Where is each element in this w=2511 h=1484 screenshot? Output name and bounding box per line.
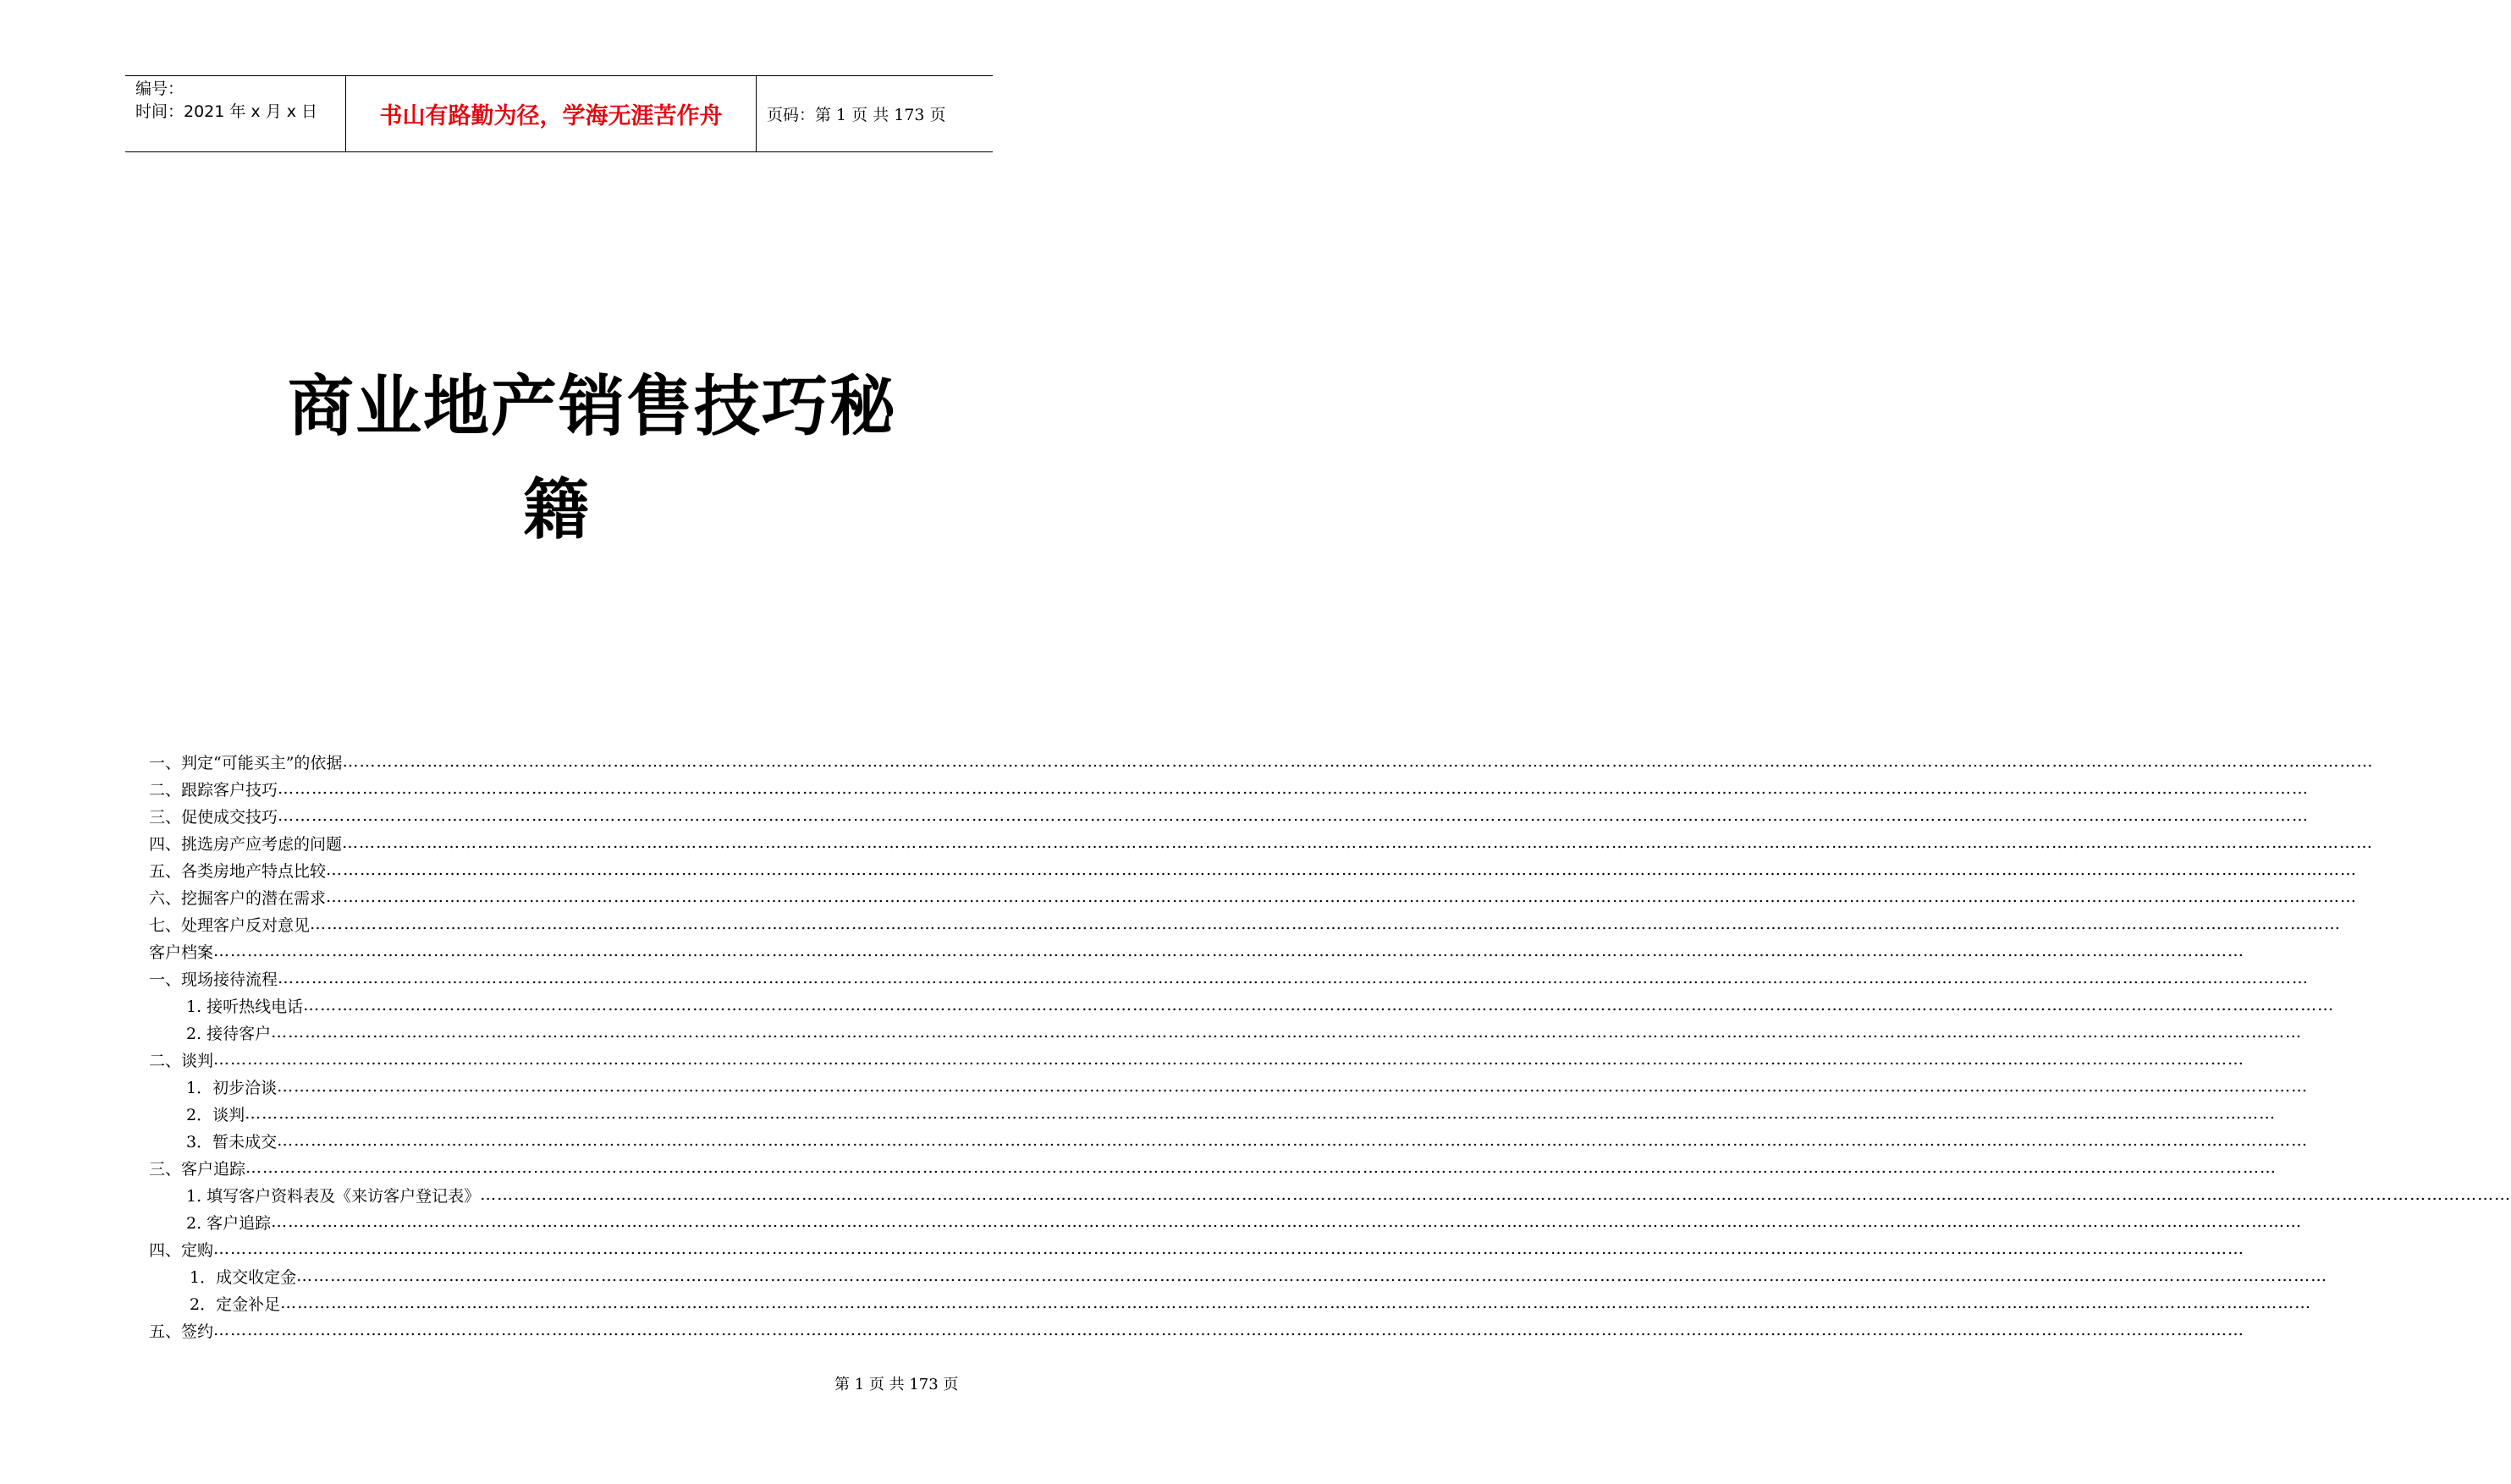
toc-entry-text: 五、签约	[149, 1322, 214, 1341]
toc-leader-dots: ………………………………………………………………………………………………………………………………………………………………………………………………………………………………………………………………………………………………………………………………	[296, 1267, 2328, 1285]
toc-entry[interactable]	[149, 1073, 2309, 1100]
toc-leader-dots: ………………………………………………………………………………………………………………………………………………………………………………………………………………………………………………………………………………………………………………………………	[342, 752, 2374, 771]
toc-leader-dots: ………………………………………………………………………………………………………………………………………………………………………………………………………………………………………………………………………………………………………………………………	[213, 1050, 2245, 1069]
header-page-info: 页码：第 1 页 共 173 页	[767, 106, 946, 124]
toc-entry-text: 1．成交收定金	[190, 1267, 297, 1287]
page-footer: 第 1 页 共 173 页	[834, 1376, 959, 1393]
document-number-label: 编号：	[135, 80, 184, 98]
toc-entry-text: 六、挖掘客户的潜在需求	[149, 888, 327, 908]
toc-entry-text: 2. 接待客户	[186, 1024, 272, 1043]
toc-leader-dots: ………………………………………………………………………………………………………………………………………………………………………………………………………………………………………………………………………………………………………………………………	[480, 1185, 2511, 1204]
toc-leader-dots: ………………………………………………………………………………………………………………………………………………………………………………………………………………………………………………………………………………………………………………………………	[303, 996, 2335, 1014]
toc-entry[interactable]	[149, 992, 2335, 1019]
toc-leader-dots: ………………………………………………………………………………………………………………………………………………………………………………………………………………………………………………………………………………………………………………………………	[326, 888, 2358, 906]
toc-entry-text: 1．初步洽谈	[186, 1078, 278, 1097]
toc-leader-dots: ………………………………………………………………………………………………………………………………………………………………………………………………………………………………………………………………………………………………………………………………	[342, 833, 2374, 852]
toc-leader-dots: ………………………………………………………………………………………………………………………………………………………………………………………………………………………………………………………………………………………………………………………………	[271, 1212, 2303, 1231]
toc-leader-dots: ………………………………………………………………………………………………………………………………………………………………………………………………………………………………………………………………………………………………………………………………	[245, 1104, 2277, 1123]
toc-entry-text: 五、各类房地产特点比较	[149, 861, 327, 881]
toc-leader-dots: ………………………………………………………………………………………………………………………………………………………………………………………………………………………………………………………………………………………………………………………………	[310, 915, 2342, 933]
toc-entry[interactable]	[149, 802, 2310, 829]
document-title	[288, 355, 982, 562]
toc-entry-text: 四、定购	[149, 1240, 214, 1260]
header-meta	[125, 76, 346, 151]
toc-entry-text: 三、客户追踪	[149, 1159, 246, 1179]
toc-entry[interactable]	[149, 829, 2374, 856]
toc-entry-text: 二、跟踪客户技巧	[149, 780, 278, 800]
toc-entry[interactable]	[149, 1289, 2312, 1316]
toc-entry[interactable]	[149, 937, 2245, 965]
toc-leader-dots: ………………………………………………………………………………………………………………………………………………………………………………………………………………………………………………………………………………………………………………………………	[271, 1023, 2303, 1042]
toc-entry[interactable]	[149, 1127, 2309, 1154]
toc-entry[interactable]	[149, 748, 2374, 775]
toc-leader-dots: ………………………………………………………………………………………………………………………………………………………………………………………………………………………………………………………………………………………………………………………………	[245, 1158, 2277, 1177]
toc-entry-text: 1. 接听热线电话	[186, 997, 304, 1016]
toc-entry[interactable]	[149, 1181, 2511, 1208]
toc-entry-text: 二、谈判	[149, 1051, 214, 1070]
document-title-line-1: 商业地产销售技巧秘	[288, 368, 898, 445]
toc-entry-text: 一、现场接待流程	[149, 970, 278, 989]
toc-entry[interactable]	[149, 883, 2358, 910]
toc-entry[interactable]	[149, 1019, 2303, 1046]
toc-entry-text: 2．谈判	[186, 1105, 245, 1124]
toc-entry[interactable]	[149, 910, 2342, 937]
toc-leader-dots: ………………………………………………………………………………………………………………………………………………………………………………………………………………………………………………………………………………………………………………………………	[326, 860, 2358, 879]
toc-entry-text: 2. 客户追踪	[186, 1213, 272, 1233]
toc-entry[interactable]	[149, 1154, 2277, 1181]
toc-entry[interactable]	[149, 856, 2358, 883]
toc-entry-text: 一、判定“可能买主”的依据	[149, 753, 343, 772]
table-of-contents	[149, 748, 2511, 1344]
toc-entry-text: 客户档案	[149, 943, 214, 962]
toc-entry[interactable]	[149, 1235, 2245, 1262]
toc-entry-text: 1. 填写客户资料表及《来访客户登记表》	[186, 1186, 481, 1206]
toc-entry[interactable]	[149, 775, 2310, 802]
page-header	[125, 75, 993, 152]
toc-entry-text: 3．暂未成交	[186, 1132, 278, 1151]
toc-leader-dots: ………………………………………………………………………………………………………………………………………………………………………………………………………………………………………………………………………………………………………………………………	[213, 1321, 2245, 1339]
toc-entry-text: 四、挑选房产应考虑的问题	[149, 834, 343, 854]
toc-leader-dots: ………………………………………………………………………………………………………………………………………………………………………………………………………………………………………………………………………………………………………………………………	[278, 969, 2310, 987]
document-title-line-2: 籍	[523, 471, 592, 548]
toc-entry-text: 三、促使成交技巧	[149, 807, 278, 827]
toc-leader-dots: ………………………………………………………………………………………………………………………………………………………………………………………………………………………………………………………………………………………………………………………………	[277, 1131, 2309, 1150]
toc-entry-text: 2．定金补足	[190, 1294, 281, 1314]
toc-leader-dots: ………………………………………………………………………………………………………………………………………………………………………………………………………………………………………………………………………………………………………………………………	[278, 779, 2310, 798]
toc-entry-text: 七、处理客户反对意见	[149, 915, 311, 935]
toc-leader-dots: ………………………………………………………………………………………………………………………………………………………………………………………………………………………………………………………………………………………………………………………………	[213, 942, 2245, 960]
toc-entry[interactable]	[149, 1208, 2303, 1235]
toc-entry[interactable]	[149, 1316, 2245, 1344]
toc-entry[interactable]	[149, 965, 2310, 992]
toc-entry[interactable]	[149, 1100, 2277, 1127]
document-time-label: 时间：2021 年 x 月 x 日	[135, 102, 318, 121]
header-motto: 书山有路勤为径，学海无涯苦作舟	[346, 76, 757, 151]
toc-leader-dots: ………………………………………………………………………………………………………………………………………………………………………………………………………………………………………………………………………………………………………………………………	[213, 1239, 2245, 1258]
toc-leader-dots: ………………………………………………………………………………………………………………………………………………………………………………………………………………………………………………………………………………………………………………………………	[278, 806, 2310, 825]
toc-leader-dots: ………………………………………………………………………………………………………………………………………………………………………………………………………………………………………………………………………………………………………………………………	[277, 1077, 2309, 1096]
toc-entry[interactable]	[149, 1262, 2328, 1289]
toc-entry[interactable]	[149, 1046, 2245, 1073]
toc-leader-dots: ………………………………………………………………………………………………………………………………………………………………………………………………………………………………………………………………………………………………………………………………	[280, 1294, 2312, 1312]
